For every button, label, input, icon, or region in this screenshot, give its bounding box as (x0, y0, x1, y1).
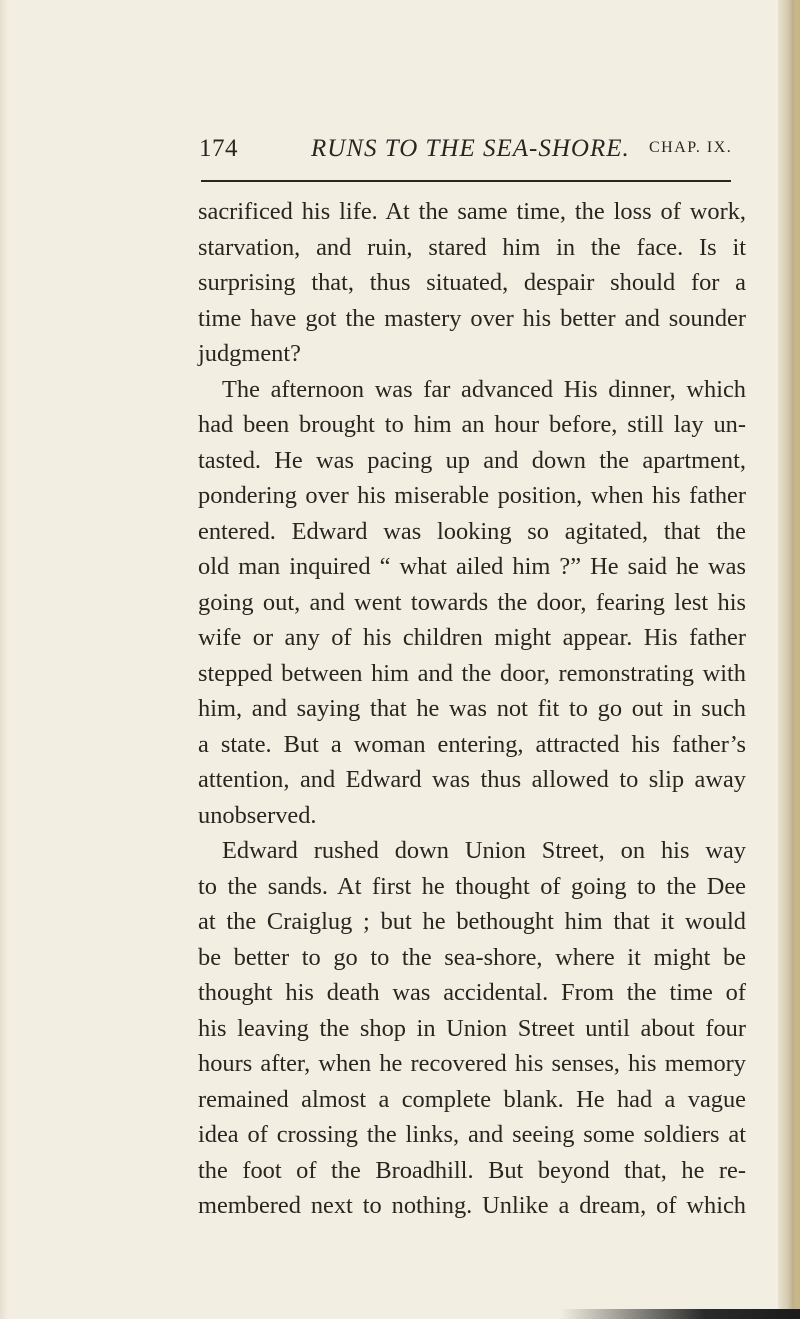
text-line: old man inquired “ what ailed him ?” He said he was (198, 553, 746, 580)
text-line: tasted. He was pacing up and down the apartment, (198, 446, 746, 474)
text-line: him, and saying that he was not fit to go out in such (198, 695, 746, 722)
text-line: a state. But a woman entering, attracted his father’s (198, 730, 746, 758)
text-line: starvation, and ruin, stared him in the face. Is it (198, 233, 746, 261)
text-line: idea of crossing the links, and seeing some soldiers at (198, 1121, 746, 1148)
page-right-edge-shadow (794, 0, 800, 1319)
running-title: RUNS TO THE SEA-SHORE. (311, 135, 630, 162)
text-line: Edward rushed down Union Street, on his way (222, 837, 746, 864)
text-line: stepped between him and the door, remonstrating with (198, 659, 746, 687)
text-line: unobserved. (198, 801, 317, 829)
text-line: be better to go to the sea-shore, where it might be (198, 943, 746, 971)
text-line: pondering over his miserable position, when his father (198, 482, 746, 509)
page-left-edge (0, 0, 8, 1319)
text-line: going out, and went towards the door, fearing lest his (198, 588, 746, 616)
text-line: hours after, when he recovered his senses, his memory (198, 1050, 746, 1077)
text-line: judgment? (198, 340, 301, 367)
text-line: surprising that, thus situated, despair should for a (198, 269, 746, 296)
page-number: 174 (199, 135, 238, 162)
text-line: The afternoon was far advanced His dinner, which (222, 375, 746, 403)
page-header (199, 135, 739, 169)
chapter-label: CHAP. IX. (649, 139, 733, 156)
text-line: membered next to nothing. Unlike a dream, of which (198, 1192, 746, 1219)
text-line: remained almost a complete blank. He had a vague (198, 1085, 746, 1113)
text-line: attention, and Edward was thus allowed to slip away (198, 766, 746, 793)
text-line: to the sands. At first he thought of going to the Dee (198, 872, 746, 900)
binding-shadow (560, 1309, 800, 1319)
text-line: at the Craiglug ; but he bethought him that it would (198, 908, 746, 935)
text-line: time have got the mastery over his better and sounder (198, 304, 746, 332)
text-line: sacrificed his life. At the same time, the loss of work, (198, 198, 746, 225)
header-rule (201, 180, 731, 182)
text-line: had been brought to him an hour before, still lay un- (198, 411, 746, 438)
text-line: his leaving the shop in Union Street until about four (198, 1014, 746, 1042)
text-line: thought his death was accidental. From the time of (198, 979, 746, 1006)
text-line: entered. Edward was looking so agitated, that the (198, 517, 746, 545)
text-line: the foot of the Broadhill. But beyond that, he re- (198, 1156, 746, 1184)
body-text (198, 194, 746, 1224)
text-line: wife or any of his children might appear. His father (198, 624, 746, 651)
